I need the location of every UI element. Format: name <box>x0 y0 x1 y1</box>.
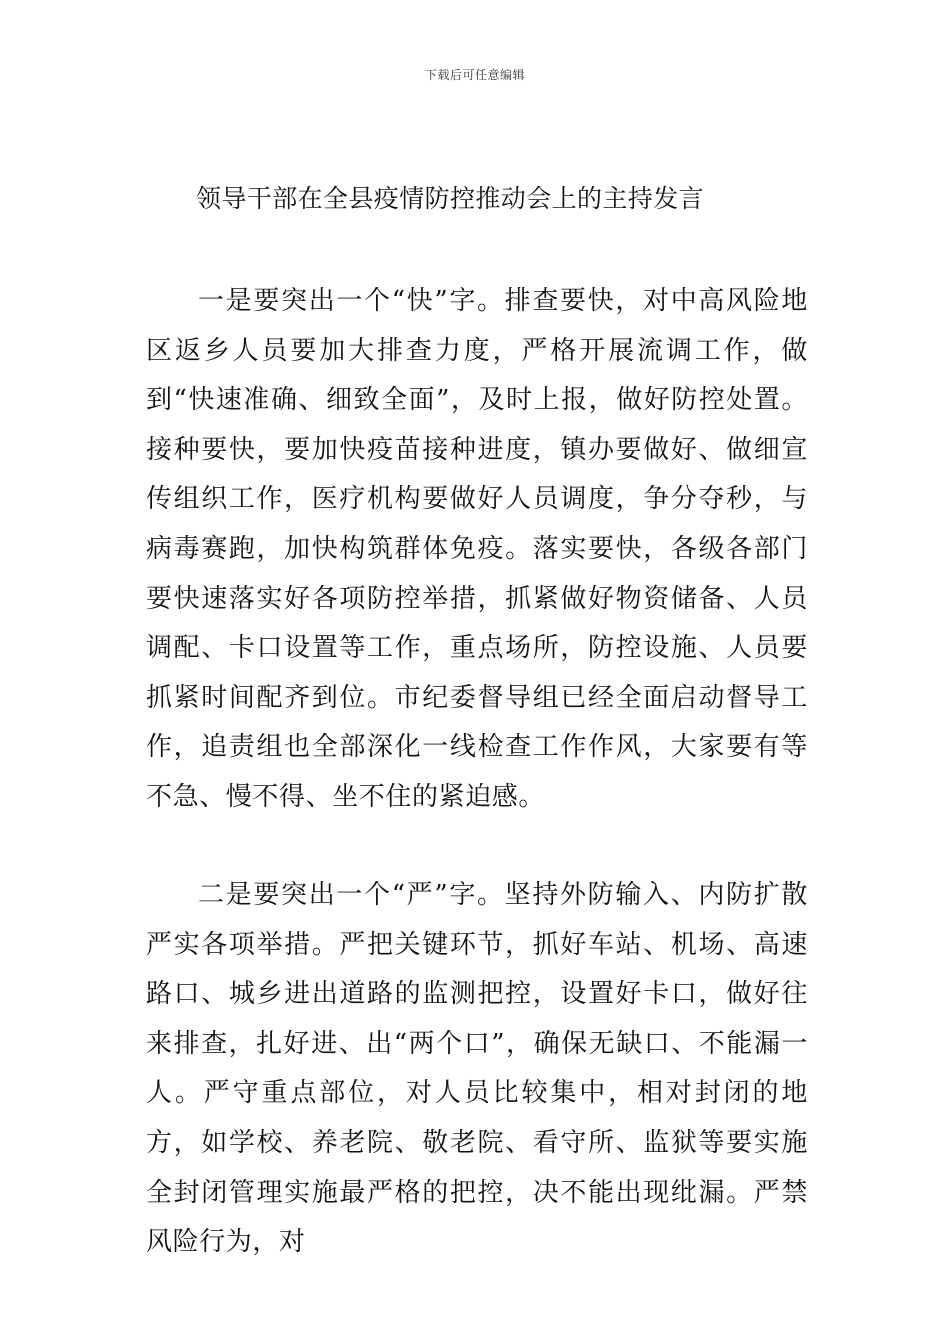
paragraph-2: 二是要突出一个“严”字。坚持外防输入、内防扩散严实各项举措。严把关键环节，抓好车站、机场、高速路口、城乡进出道路的监测把控，设置好卡口，做好往来排查，扎好进、出“两个口”，确保无缺口、不能漏一人。严守重点部位，对人员比较集中，相对封闭的地方，如学校、养老院、敬老院、看守所、监狱等要实施全封闭管理实施最严格的把控，决不能出现纰漏。严禁风险行为，对 <box>146 880 808 1258</box>
document-title: 领导干部在全县疫情防控推动会上的主持发言 <box>196 184 705 213</box>
header-note: 下载后可任意编辑 <box>424 68 525 82</box>
paragraph-1: 一是要突出一个“快”字。排查要快，对中高风险地区返乡人员要加大排查力度，严格开展流调工作，做到“快速准确、细致全面”，及时上报，做好防控处置。接种要快，要加快疫苗接种进度，镇办要做好、做细宣传组织工作，医疗机构要做好人员调度，争分夺秒，与病毒赛跑，加快构筑群体免疫。落实要快，各级各部门要快速落实好各项防控举措，抓紧做好物资储备、人员调配、卡口设置等工作，重点场所，防控设施、人员要抓紧时间配齐到位。市纪委督导组已经全面启动督导工作，追责组也全部深化一线检查工作作风，大家要有等不急、慢不得、坐不住的紧迫感。 <box>146 286 808 812</box>
